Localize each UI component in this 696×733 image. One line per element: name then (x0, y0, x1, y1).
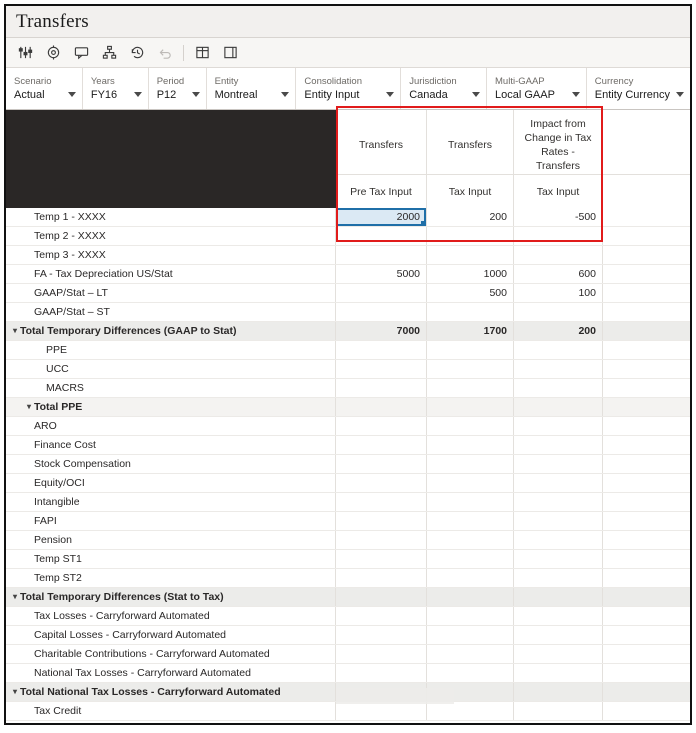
pov-scenario[interactable] (6, 68, 83, 109)
table-row[interactable] (6, 569, 690, 588)
row-label-cell[interactable] (6, 493, 336, 511)
row-label-cell[interactable] (6, 531, 336, 549)
data-cell[interactable] (427, 436, 514, 454)
hierarchy-icon[interactable] (96, 41, 122, 65)
row-label-cell[interactable] (6, 626, 336, 644)
data-cell[interactable] (336, 284, 427, 302)
data-cell[interactable] (427, 664, 514, 682)
data-cell[interactable]: 600 (514, 265, 603, 283)
row-label-cell[interactable] (6, 322, 336, 340)
row-label-cell[interactable] (6, 436, 336, 454)
selected-data-cell[interactable]: 2000 (336, 208, 427, 226)
table-row[interactable] (6, 550, 690, 569)
row-label: Pension (34, 534, 72, 546)
pov-entity[interactable] (207, 68, 297, 109)
data-cell[interactable] (603, 208, 690, 226)
table-row[interactable] (6, 208, 690, 227)
data-cell[interactable] (514, 474, 603, 492)
data-cell[interactable] (514, 455, 603, 473)
data-cell[interactable] (336, 531, 427, 549)
table-row[interactable] (6, 398, 690, 417)
application-window (4, 4, 692, 725)
table-row[interactable] (6, 531, 690, 550)
data-cell[interactable] (603, 493, 690, 511)
pov-currency[interactable] (587, 68, 690, 109)
pov-value: Entity Input (304, 88, 360, 101)
row-label-cell[interactable] (6, 588, 336, 606)
pov-value: Entity Currency (594, 88, 670, 101)
data-cell[interactable]: -500 (514, 208, 603, 226)
row-label-cell[interactable] (6, 208, 336, 226)
data-cell[interactable]: 100 (514, 284, 603, 302)
row-label-cell[interactable] (6, 702, 336, 720)
row-label: PPE (46, 344, 68, 356)
column-header-transfers-pretax[interactable] (336, 110, 427, 208)
row-label-cell[interactable] (6, 360, 336, 378)
chevron-down-icon[interactable] (676, 92, 684, 97)
data-cell[interactable] (336, 493, 427, 511)
pov-jurisdiction[interactable] (401, 68, 487, 109)
row-label: Tax Losses - Carryforward Automated (34, 610, 210, 622)
data-cell[interactable] (514, 360, 603, 378)
data-cell[interactable] (336, 645, 427, 663)
pov-label: Multi-GAAP (495, 75, 545, 87)
data-cell[interactable] (603, 265, 690, 283)
data-cell[interactable] (427, 246, 514, 264)
data-cell[interactable] (336, 702, 427, 720)
row-label: Finance Cost (34, 439, 96, 451)
row-label: Capital Losses - Carryforward Automated (34, 629, 226, 641)
row-label-cell[interactable] (6, 265, 336, 283)
chevron-down-icon[interactable] (572, 92, 580, 97)
data-cell[interactable] (603, 569, 690, 587)
row-label: Total Temporary Differences (GAAP to Stat) (20, 325, 237, 337)
page-title: Transfers (16, 10, 89, 32)
expand-collapse-icon[interactable]: ▾ (26, 402, 31, 411)
data-cell[interactable] (514, 569, 603, 587)
data-cell[interactable] (427, 455, 514, 473)
chevron-down-icon[interactable] (281, 92, 289, 97)
data-cell[interactable] (336, 303, 427, 321)
data-cell[interactable] (427, 303, 514, 321)
pov-label: Years (90, 75, 115, 87)
table-row[interactable] (6, 607, 690, 626)
data-cell[interactable]: 7000 (336, 322, 427, 340)
data-cell[interactable] (514, 664, 603, 682)
data-cell[interactable] (514, 702, 603, 720)
column-header-bottom-label: Tax Input (427, 174, 513, 208)
row-label-cell[interactable] (6, 379, 336, 397)
column-header-transfers-taxinput[interactable] (427, 110, 514, 208)
pov-label: Period (156, 75, 185, 87)
row-label: GAAP/Stat – ST (34, 306, 110, 318)
data-cell[interactable] (603, 683, 690, 701)
chevron-down-icon[interactable] (134, 92, 142, 97)
row-label-cell[interactable] (6, 398, 336, 416)
table-row[interactable] (6, 284, 690, 303)
data-cell[interactable] (427, 512, 514, 530)
pov-multi-gaap[interactable] (487, 68, 587, 109)
row-label: GAAP/Stat – LT (34, 287, 108, 299)
data-cell[interactable] (336, 360, 427, 378)
row-label: Temp 3 - XXXX (34, 249, 106, 261)
data-cell[interactable] (336, 588, 427, 606)
data-cell[interactable] (336, 246, 427, 264)
table-row[interactable] (6, 303, 690, 322)
data-cell[interactable] (514, 531, 603, 549)
row-label: Charitable Contributions - Carryforward Automated (34, 648, 270, 660)
data-cell[interactable] (603, 303, 690, 321)
data-cell[interactable] (514, 626, 603, 644)
data-cell[interactable] (336, 417, 427, 435)
title-bar (6, 6, 690, 38)
data-cell[interactable] (336, 341, 427, 359)
row-label: Temp ST2 (34, 572, 82, 584)
column-header-bottom-label (603, 174, 690, 208)
pov-years[interactable] (83, 68, 149, 109)
data-cell[interactable] (603, 436, 690, 454)
table-row[interactable] (6, 360, 690, 379)
row-label-cell[interactable] (6, 284, 336, 302)
column-header-bottom-label: Pre Tax Input (336, 174, 426, 208)
row-label-cell[interactable] (6, 341, 336, 359)
row-label-cell[interactable] (6, 474, 336, 492)
pov-value: FY16 (90, 88, 118, 101)
row-label-cell[interactable] (6, 645, 336, 663)
row-label-cell[interactable] (6, 246, 336, 264)
column-header-top-label: Impact from Change in Tax Rates - Transfers (524, 118, 592, 172)
pov-label: Jurisdiction (409, 75, 457, 87)
table-row[interactable] (6, 512, 690, 531)
column-header-impact-tax-rates[interactable] (514, 110, 603, 208)
undo-icon[interactable] (152, 41, 178, 65)
row-label: Temp 2 - XXXX (34, 230, 106, 242)
data-cell[interactable] (514, 588, 603, 606)
row-label: Intangible (34, 496, 80, 508)
column-header-top-label: Transfers (448, 139, 492, 151)
data-cell[interactable] (514, 417, 603, 435)
data-cell[interactable] (427, 417, 514, 435)
data-cell[interactable] (336, 607, 427, 625)
data-cell[interactable] (603, 664, 690, 682)
table-row[interactable] (6, 379, 690, 398)
data-cell[interactable] (514, 379, 603, 397)
row-label: Total PPE (34, 401, 83, 413)
row-label-cell[interactable] (6, 303, 336, 321)
data-cell[interactable] (603, 284, 690, 302)
data-cell[interactable] (514, 550, 603, 568)
data-cell[interactable] (336, 455, 427, 473)
data-cell[interactable] (336, 398, 427, 416)
table-row[interactable] (6, 322, 690, 341)
history-icon[interactable] (124, 41, 150, 65)
data-cell[interactable] (336, 512, 427, 530)
data-cell[interactable] (336, 626, 427, 644)
data-cell[interactable]: 500 (427, 284, 514, 302)
table-row[interactable] (6, 341, 690, 360)
data-cell[interactable] (427, 702, 514, 720)
data-cell[interactable] (603, 626, 690, 644)
row-label-cell[interactable] (6, 227, 336, 245)
data-cell[interactable] (514, 436, 603, 454)
row-label-cell[interactable] (6, 512, 336, 530)
row-label: UCC (46, 363, 69, 375)
pov-value: P12 (156, 88, 177, 101)
data-cell[interactable] (514, 398, 603, 416)
pov-value: Montreal (214, 88, 258, 101)
pov-label: Entity (214, 75, 239, 87)
row-label: Temp 1 - XXXX (34, 211, 106, 223)
pov-value: Canada (409, 88, 448, 101)
table-row[interactable] (6, 436, 690, 455)
table-row[interactable] (6, 455, 690, 474)
row-label: FAPI (34, 515, 57, 527)
expand-collapse-icon[interactable]: ▾ (12, 687, 17, 696)
data-cell[interactable] (603, 512, 690, 530)
data-cell[interactable] (603, 455, 690, 473)
data-cell[interactable] (514, 493, 603, 511)
data-cell[interactable] (603, 702, 690, 720)
data-cell[interactable] (427, 360, 514, 378)
data-cell[interactable]: 1700 (427, 322, 514, 340)
row-label: Tax Credit (34, 705, 82, 717)
row-label: Total Temporary Differences (Stat to Tax) (20, 591, 224, 603)
comment-icon[interactable] (68, 41, 94, 65)
pov-value: Actual (14, 88, 45, 101)
table-row[interactable] (6, 664, 690, 683)
data-cell[interactable] (514, 683, 603, 701)
data-cell[interactable] (427, 531, 514, 549)
row-label-cell[interactable] (6, 417, 336, 435)
data-cell[interactable] (514, 227, 603, 245)
toolbar-divider (183, 45, 184, 61)
data-cell[interactable] (336, 227, 427, 245)
expand-collapse-icon[interactable]: ▾ (12, 592, 17, 601)
row-label-cell[interactable] (6, 664, 336, 682)
row-label: ARO (34, 420, 57, 432)
data-cell[interactable] (603, 474, 690, 492)
table-row[interactable] (6, 588, 690, 607)
table-row[interactable] (6, 702, 690, 721)
data-grid (6, 208, 690, 721)
data-cell[interactable] (603, 379, 690, 397)
data-cell[interactable] (603, 227, 690, 245)
panel-icon[interactable] (217, 41, 243, 65)
data-cell[interactable] (603, 645, 690, 663)
toolbar (6, 38, 690, 68)
data-cell[interactable] (336, 569, 427, 587)
data-cell[interactable] (514, 512, 603, 530)
data-cell[interactable] (514, 246, 603, 264)
expand-collapse-icon[interactable]: ▾ (12, 326, 17, 335)
table-row[interactable] (6, 493, 690, 512)
row-label-cell[interactable] (6, 569, 336, 587)
row-label-cell[interactable] (6, 550, 336, 568)
row-label-cell[interactable] (6, 607, 336, 625)
data-cell[interactable] (427, 569, 514, 587)
chevron-down-icon[interactable] (68, 92, 76, 97)
table-row[interactable] (6, 417, 690, 436)
column-header-empty (603, 110, 690, 208)
chevron-down-icon[interactable] (386, 92, 394, 97)
adjust-sliders-icon[interactable] (12, 41, 38, 65)
table-row[interactable] (6, 474, 690, 493)
data-cell[interactable] (336, 436, 427, 454)
chevron-down-icon[interactable] (192, 92, 200, 97)
data-cell[interactable] (603, 341, 690, 359)
row-label-cell[interactable] (6, 683, 336, 701)
column-header-bottom-label: Tax Input (514, 174, 602, 208)
table-row[interactable] (6, 246, 690, 265)
data-cell[interactable]: 200 (427, 208, 514, 226)
data-cell[interactable] (427, 607, 514, 625)
row-label: Temp ST1 (34, 553, 82, 565)
table-row[interactable] (6, 227, 690, 246)
pov-label: Scenario (14, 75, 52, 87)
data-cell[interactable] (603, 246, 690, 264)
data-cell[interactable] (427, 588, 514, 606)
point-of-view-bar (6, 68, 690, 110)
data-cell[interactable] (603, 607, 690, 625)
data-cell[interactable] (427, 227, 514, 245)
table-row[interactable] (6, 626, 690, 645)
column-header-top-label: Transfers (359, 139, 403, 151)
row-label: National Tax Losses - Carryforward Automated (34, 667, 251, 679)
data-cell[interactable] (603, 398, 690, 416)
data-cell[interactable] (336, 664, 427, 682)
render-artifact (336, 688, 454, 704)
data-cell[interactable] (427, 379, 514, 397)
data-cell[interactable]: 1000 (427, 265, 514, 283)
data-cell[interactable] (336, 474, 427, 492)
data-cell[interactable] (427, 398, 514, 416)
data-cell[interactable] (427, 626, 514, 644)
pov-value: Local GAAP (495, 88, 555, 101)
data-cell[interactable] (603, 417, 690, 435)
pov-label: Consolidation (304, 75, 362, 87)
data-cell[interactable] (514, 341, 603, 359)
data-cell[interactable] (603, 360, 690, 378)
column-headers (336, 110, 690, 208)
data-cell[interactable] (427, 493, 514, 511)
row-label: FA - Tax Depreciation US/Stat (34, 268, 173, 280)
row-label-cell[interactable] (6, 455, 336, 473)
pov-label: Currency (594, 75, 634, 87)
row-label: MACRS (46, 382, 84, 394)
chevron-down-icon[interactable] (472, 92, 480, 97)
data-cell[interactable] (336, 550, 427, 568)
data-cell[interactable] (603, 588, 690, 606)
table-row[interactable] (6, 645, 690, 664)
data-cell[interactable] (603, 322, 690, 340)
row-label: Equity/OCI (34, 477, 85, 489)
data-cell[interactable] (603, 550, 690, 568)
data-cell[interactable] (336, 379, 427, 397)
data-cell[interactable] (514, 607, 603, 625)
data-cell[interactable] (427, 645, 514, 663)
pov-period[interactable] (149, 68, 207, 109)
table-row[interactable] (6, 265, 690, 284)
row-label: Stock Compensation (34, 458, 131, 470)
target-icon[interactable] (40, 41, 66, 65)
data-cell[interactable] (427, 550, 514, 568)
data-cell[interactable] (514, 645, 603, 663)
data-cell[interactable] (603, 531, 690, 549)
data-cell[interactable]: 200 (514, 322, 603, 340)
row-label: Total National Tax Losses - Carryforward Automated (20, 686, 281, 698)
data-cell[interactable]: 5000 (336, 265, 427, 283)
pov-consolidation[interactable] (296, 68, 401, 109)
grid-icon[interactable] (189, 41, 215, 65)
data-cell[interactable] (514, 303, 603, 321)
data-cell[interactable] (427, 341, 514, 359)
grid-header-band (6, 110, 690, 208)
column-header-top-label (603, 110, 690, 174)
data-cell[interactable] (427, 474, 514, 492)
